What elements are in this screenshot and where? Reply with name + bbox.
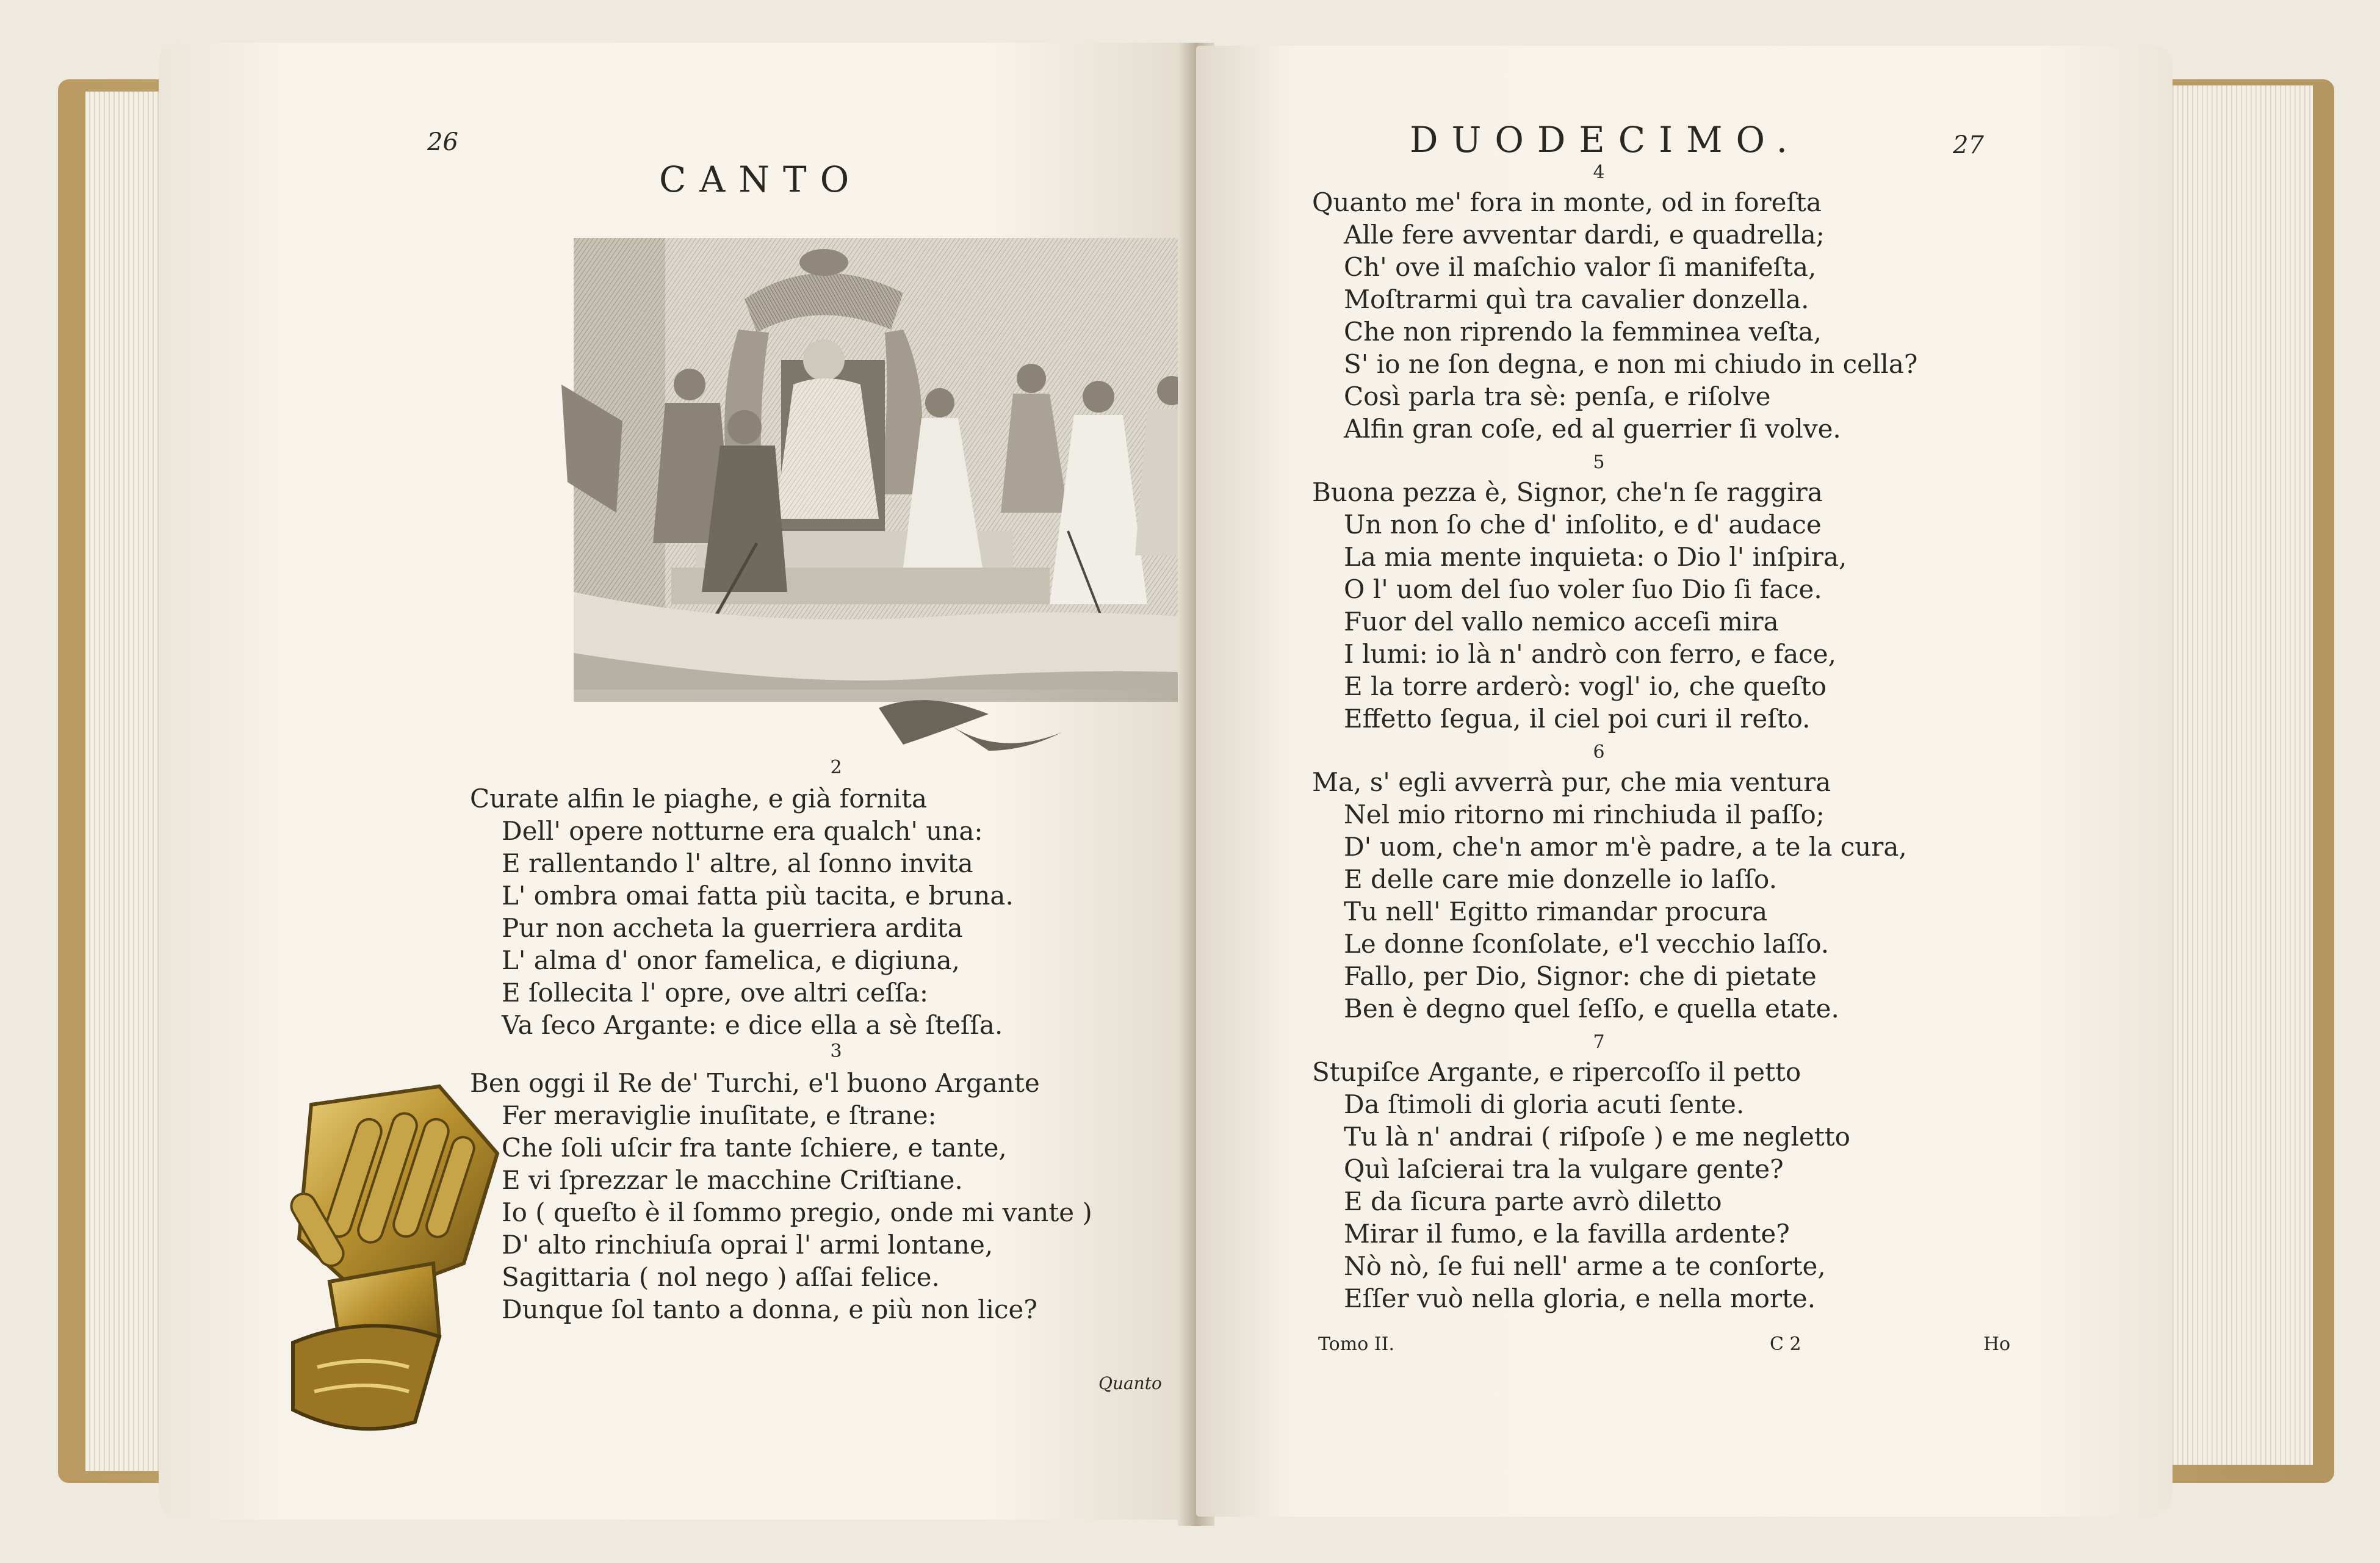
stanza-4 (1312, 186, 1917, 445)
verse-line: Alle fere avventar dardi, e quadrella; (1344, 220, 1825, 250)
verse-line: Quanto me' fora in monte, od in foreſta (1312, 187, 1822, 217)
stanza-number: 4 (1593, 162, 1605, 183)
brass-hand-clip (256, 1080, 513, 1434)
verse-line: D' alto rinchiuſa oprai l' armi lontane, (502, 1230, 993, 1260)
verse-line: Che ſoli uſcir fra tante ſchiere, e tante, (502, 1133, 1007, 1163)
verse-line: Buona pezza è, Signor, che'n ſe raggira (1312, 477, 1823, 507)
verse-line: Effetto ſegua, il ciel poi curi il reſto. (1344, 704, 1811, 734)
stanza-number: 2 (830, 757, 842, 778)
verse-line: E delle care mie donzelle io laſſo. (1344, 864, 1777, 894)
verse-line: E vi ſprezzar le macchine Criſtiane. (502, 1165, 963, 1195)
verse-line: Le donne ſconſolate, e'l vecchio laſſo. (1344, 929, 1830, 959)
catchword: Quanto (1098, 1373, 1162, 1393)
right-page-header: DUODECIMO. (1410, 119, 1801, 161)
verse-line: Ma, s' egli avverrà pur, che mia ventura (1312, 767, 1831, 797)
stanza-number: 5 (1593, 452, 1605, 473)
stanza-6 (1312, 766, 1907, 1025)
verse-line: Io ( queſto è il ſommo pregio, onde mi vante ) (502, 1197, 1092, 1227)
verse-line: Dunque ſol tanto a donna, e più non lice? (502, 1294, 1037, 1324)
stanza-5 (1312, 476, 1847, 735)
verse-line: Ben è degno quel ſeſſo, e quella etate. (1344, 994, 1839, 1023)
verse-line: Nò nò, ſe fui nell' arme a te conſorte, (1344, 1251, 1826, 1281)
stanza-number: 7 (1593, 1031, 1605, 1053)
verse-line: Quì laſcierai tra la vulgare gente? (1344, 1154, 1784, 1184)
right-page-number: 27 (1953, 131, 1984, 159)
verse-line: E ſollecita l' opre, ove altri ceſſa: (502, 978, 929, 1008)
verse-line: Stupiſce Argante, e ripercoſſo il petto (1312, 1057, 1801, 1087)
verse-line: E rallentando l' altre, al ſonno invita (502, 848, 973, 878)
left-page-number: 26 (427, 128, 458, 156)
verse-line: Curate alfin le piaghe, e già fornita (470, 784, 927, 814)
verse-line: Nel mio ritorno mi rinchiuda il paſſo; (1344, 800, 1825, 829)
verse-line: Che non riprendo la femminea veſta, (1344, 317, 1822, 347)
verse-line: L' alma d' onor famelica, e digiuna, (502, 945, 961, 975)
verse-line: Da ſtimoli di gloria acuti ſente. (1344, 1089, 1745, 1119)
stanza-3 (470, 1067, 1092, 1326)
verse-line: Fallo, per Dio, Signor: che di pietate (1344, 961, 1817, 991)
volume-label: Tomo II. (1318, 1334, 1395, 1355)
stanza-7 (1312, 1056, 1850, 1315)
verse-line: Ben oggi il Re de' Turchi, e'l buono Argante (470, 1068, 1040, 1098)
stanza-number: 3 (830, 1041, 842, 1062)
verse-line: Pur non accheta la guerriera ardita (502, 913, 963, 943)
verse-line: L' ombra omai fatta più tacita, e bruna. (502, 881, 1014, 911)
catchword: Ho (1983, 1334, 2011, 1355)
right-page (1196, 46, 2173, 1517)
verse-line: O l' uom del ſuo voler ſuo Dio ſi face. (1344, 574, 1822, 604)
verse-line: Ch' ove il maſchio valor ſi manifeſta, (1344, 252, 1817, 282)
verse-line: Eſſer vuò nella gloria, e nella morte. (1344, 1283, 1816, 1313)
verse-line: Così parla tra sè: penſa, e riſolve (1344, 381, 1771, 411)
verse-line: Va ſeco Argante: e dice ella a sè ſteſſa. (502, 1010, 1003, 1040)
verse-line: Un non ſo che d' inſolito, e d' audace (1344, 510, 1822, 540)
verse-line: Fuor del vallo nemico acceſi mira (1344, 607, 1779, 637)
verse-line: Alfin gran coſe, ed al guerrier ſi volve. (1344, 414, 1841, 444)
verse-line: I lumi: io là n' andrò con ferro, e face, (1344, 639, 1836, 669)
verse-line: E la torre arderò: vogl' io, che queſto (1344, 671, 1827, 701)
verse-line: Dell' opere notturne era qualch' una: (502, 816, 983, 846)
verse-line: Mirar il fumo, e la favilla ardente? (1344, 1219, 1790, 1249)
signature-mark: C 2 (1770, 1334, 1801, 1355)
verse-line: E da ſicura parte avrò diletto (1344, 1186, 1722, 1216)
verse-line: Fer meraviglie inuſitate, e ſtrane: (502, 1100, 937, 1130)
verse-line: Sagittaria ( nol nego ) aſſai felice. (502, 1262, 940, 1292)
verse-line: Moſtrarmi quì tra cavalier donzella. (1344, 284, 1809, 314)
verse-line: Tu là n' andrai ( riſpoſe ) e me negletto (1344, 1122, 1850, 1152)
verse-line: S' io ne ſon degna, e non mi chiudo in cella? (1344, 349, 1918, 379)
left-page-header: CANTO (659, 159, 863, 200)
stanza-number: 6 (1593, 742, 1605, 763)
stanza-2 (470, 782, 1014, 1041)
verse-line: Tu nell' Egitto rimandar procura (1344, 897, 1768, 926)
verse-line: La mia mente inquieta: o Dio l' inſpira, (1344, 542, 1847, 572)
verse-line: D' uom, che'n amor m'è padre, a te la cura, (1344, 832, 1907, 862)
